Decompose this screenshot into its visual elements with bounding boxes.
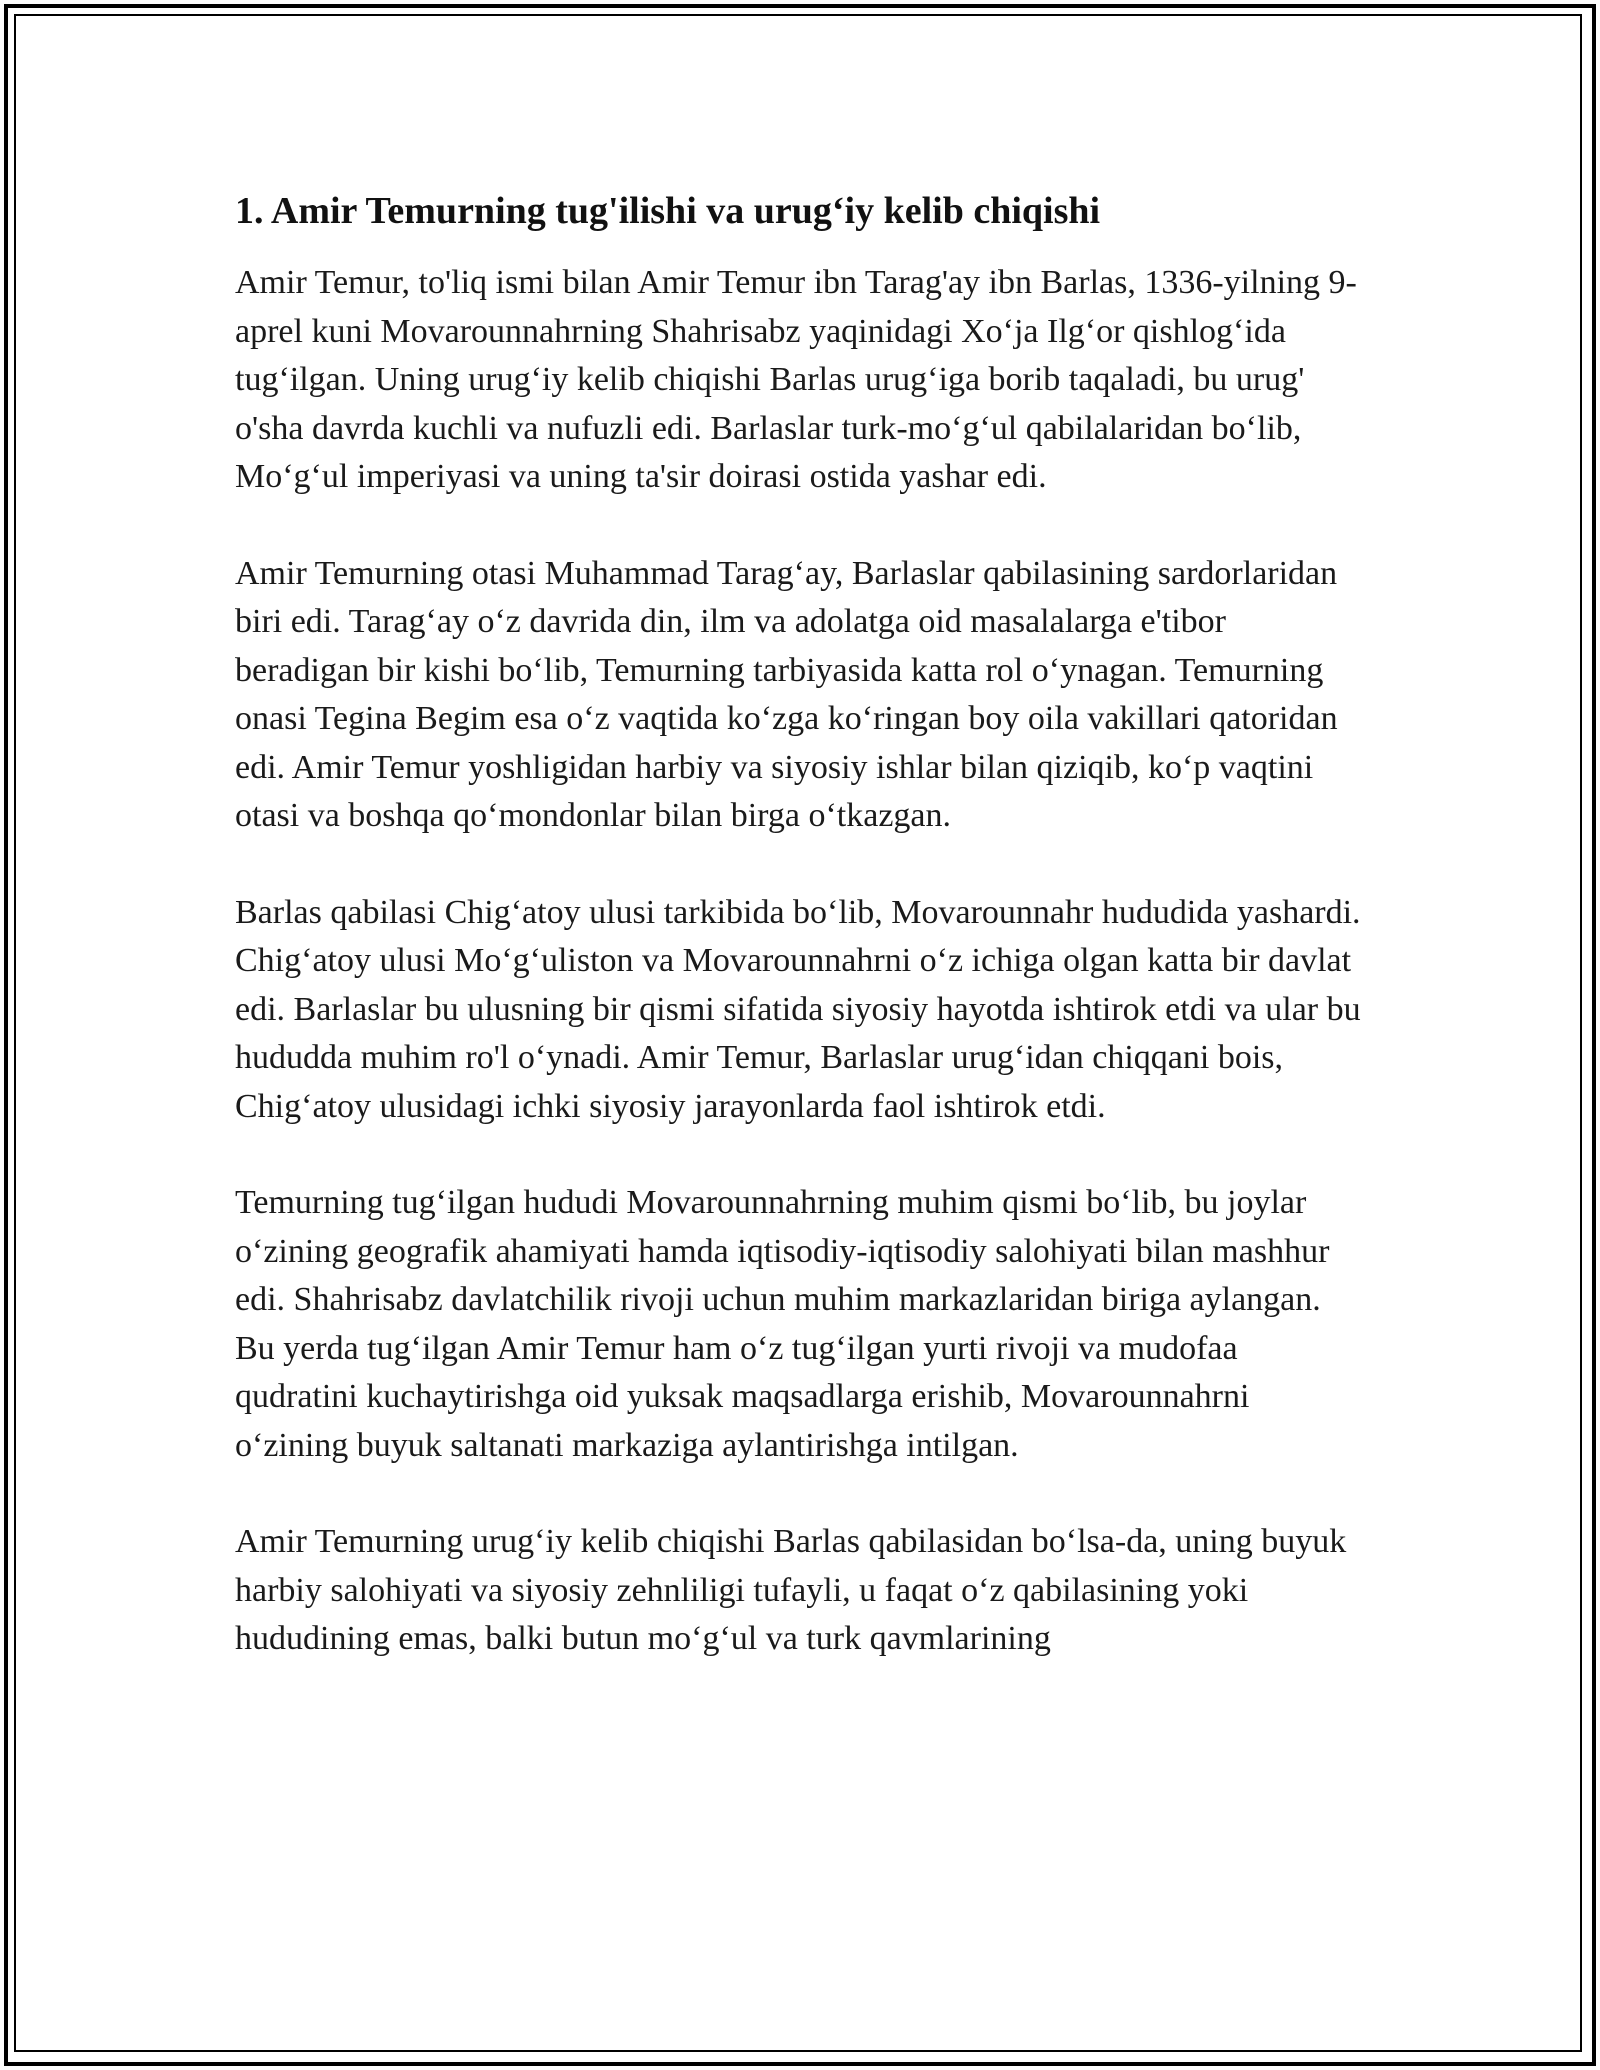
- paragraph-1: Amir Temur, to'liq ismi bilan Amir Temur ibn Tarag'ay ibn Barlas, 1336-yilning 9-aprel kuni Movarounnahrning Shahrisabz yaqinidagi Xo‘ja Ilg‘or qishlog‘ida tug‘ilgan. Uning urug‘iy kelib chiqishi Barlas urug‘iga borib taqaladi, bu urug' o'sha davrda kuchli va nufuzli edi. Barlaslar turk-mo‘g‘ul qabilalaridan bo‘lib, Mo‘g‘ul imperiyasi va uning ta'sir doirasi ostida yashar edi.: [235, 264, 1357, 495]
- document-body: [235, 185, 1365, 1712]
- paragraph-5: Amir Temurning urug‘iy kelib chiqishi Barlas qabilasidan bo‘lsa-da, uning buyuk harbiy salohiyati va siyosiy zehnliligi tufayli, u faqat o‘z qabilasining yoki hududining emas, balki butun mo‘g‘ul va turk qavmlarining: [235, 1523, 1347, 1657]
- paragraph-2: Amir Temurning otasi Muhammad Tarag‘ay, Barlaslar qabilasining sardorlaridan biri edi. Tarag‘ay o‘z davrida din, ilm va adolatga oid masalalarga e'tibor beradigan bir kishi bo‘lib, Temurning tarbiyasida katta rol o‘ynagan. Temurning onasi Tegina Begim esa o‘z vaqtida ko‘zga ko‘ringan boy oila vakillari qatoridan edi. Amir Temur yoshligidan harbiy va siyosiy ishlar bilan qiziqib, ko‘p vaqtini otasi va boshqa qo‘mondonlar bilan birga o‘tkazgan.: [235, 554, 1338, 834]
- paragraph-4: Temurning tug‘ilgan hududi Movarounnahrning muhim qismi bo‘lib, bu joylar o‘zining geografik ahamiyati hamda iqtisodiy-iqtisodiy salohiyati bilan mashhur edi. Shahrisabz davlatchilik rivoji uchun muhim markazlaridan biriga aylangan. Bu yerda tug‘ilgan Amir Temur ham o‘z tug‘ilgan yurti rivoji va mudofaa qudratini kuchaytirishga oid yuksak maqsadlarga erishib, Movarounnahrni o‘zining buyuk saltanati markaziga aylantirishga intilgan.: [235, 1184, 1330, 1464]
- paragraph-3: Barlas qabilasi Chig‘atoy ulusi tarkibida bo‘lib, Movarounnahr hududida yashardi. Chig‘atoy ulusi Mo‘g‘uliston va Movarounnahrni o‘z ichiga olgan katta bir davlat edi. Barlaslar bu ulusning bir qismi sifatida siyosiy hayotda ishtirok etdi va ular bu hududda muhim ro'l o‘ynadi. Amir Temur, Barlaslar urug‘idan chiqqani bois, Chig‘atoy ulusidagi ichki siyosiy jarayonlarda faol ishtirok etdi.: [235, 893, 1361, 1125]
- section-heading: 1. Amir Temurning tug'ilishi va urug‘iy kelib chiqishi: [235, 190, 1101, 232]
